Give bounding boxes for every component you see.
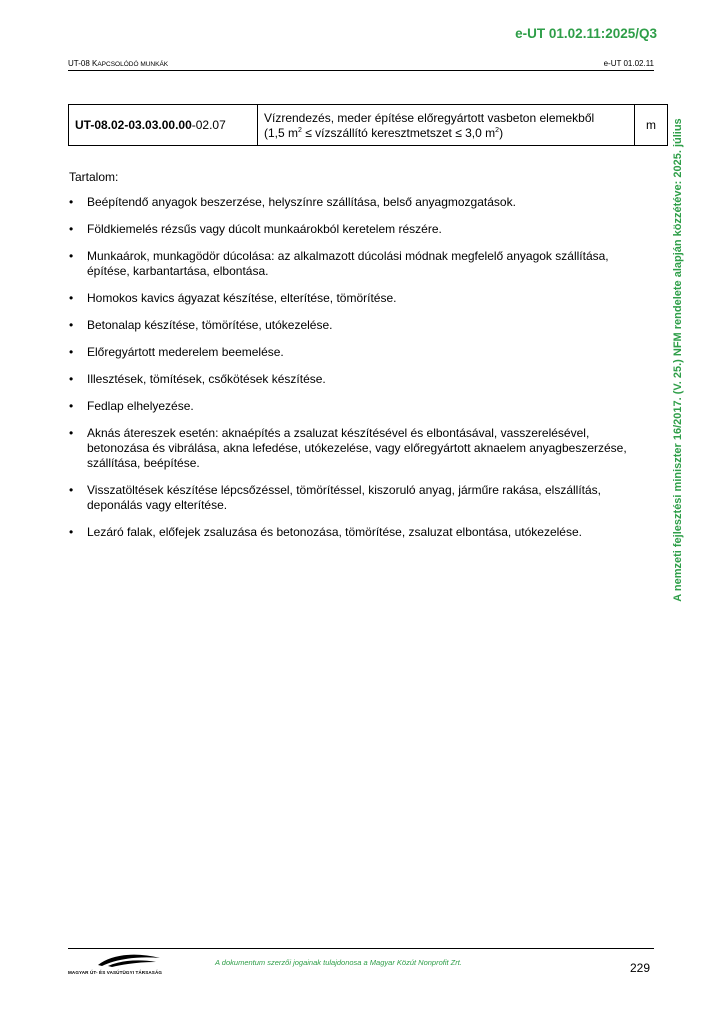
list-item bbox=[69, 291, 634, 306]
bullet-icon: • bbox=[69, 399, 74, 413]
desc-part-b: ≤ vízszállító keresztmetszet ≤ 3,0 m bbox=[301, 126, 496, 140]
list-item bbox=[69, 399, 634, 414]
bullet-icon: • bbox=[69, 372, 74, 386]
list-item-text: Előregyártott mederelem beemelése. bbox=[87, 345, 284, 359]
list-item bbox=[69, 345, 634, 360]
list-item-text: Fedlap elhelyezése. bbox=[87, 399, 194, 413]
item-table bbox=[68, 104, 668, 146]
list-item-text: Aknás átereszek esetén: aknaépítés a zsaluzat készítésével és elbontásával, vasszerelésével, betonozása és vibrálása, akna lefedése, utókezelése, vagy előregyártott aknaelem anyagbeszerzése, szállítása, beépítése. bbox=[87, 426, 627, 470]
list-item bbox=[69, 195, 634, 210]
list-item bbox=[69, 372, 634, 387]
list-item-text: Lezáró falak, előfejek zsaluzása és betonozása, tömörítése, zsaluzat elbontása, utókezelése. bbox=[87, 525, 582, 539]
list-item-text: Beépítendő anyagok beszerzése, helyszínre szállítása, belső anyagmozgatások. bbox=[87, 195, 516, 209]
item-code-suffix: -02.07 bbox=[191, 118, 226, 132]
document-code: e-UT 01.02.11:2025/Q3 bbox=[515, 26, 657, 41]
section-title-start: UT-08 K bbox=[68, 59, 98, 68]
copyright-notice: A dokumentum szerzői jogainak tulajdonosa a Magyar Közút Nonprofit Zrt. bbox=[215, 958, 462, 967]
bullet-icon: • bbox=[69, 222, 74, 236]
list-item-text: Betonalap készítése, tömörítése, utókezelése. bbox=[87, 318, 333, 332]
list-item bbox=[69, 426, 634, 471]
list-item-text: Homokos kavics ágyazat készítése, elterítése, tömörítése. bbox=[87, 291, 397, 305]
list-item bbox=[69, 222, 634, 237]
section-title-rest: APCSOLÓDÓ MUNKÁK bbox=[97, 61, 169, 68]
desc-part-a: (1,5 m bbox=[264, 126, 299, 140]
list-item bbox=[69, 483, 634, 513]
bullet-icon: • bbox=[69, 345, 74, 359]
bullet-icon: • bbox=[69, 195, 74, 209]
header-doc-ref: e-UT 01.02.11 bbox=[603, 59, 654, 68]
running-header bbox=[68, 59, 654, 71]
footer-divider bbox=[68, 948, 654, 949]
content-heading: Tartalom: bbox=[69, 170, 119, 184]
item-description-line2 bbox=[264, 126, 628, 141]
section-title bbox=[68, 59, 168, 68]
list-item bbox=[69, 525, 634, 540]
bullet-icon: • bbox=[69, 291, 74, 305]
desc-sup-2: 2 bbox=[495, 127, 500, 134]
list-item-text: Visszatöltések készítése lépcsőzéssel, tömörítéssel, kiszoruló anyag, járműre rakása, elszállítás, deponálás vagy elterítése. bbox=[87, 483, 601, 512]
bullet-icon: • bbox=[69, 249, 74, 263]
desc-sup-1: 2 bbox=[298, 127, 302, 134]
item-description-cell bbox=[258, 105, 635, 146]
society-logo bbox=[68, 953, 163, 975]
bullet-icon: • bbox=[69, 483, 74, 497]
logo-swoosh-icon bbox=[98, 953, 160, 967]
item-code-cell bbox=[69, 105, 258, 146]
list-item bbox=[69, 249, 634, 279]
bullet-icon: • bbox=[69, 525, 74, 539]
item-row bbox=[69, 105, 668, 146]
item-code-main: UT-08.02-03.03.00.00 bbox=[75, 118, 192, 132]
list-item-text: Földkiemelés rézsűs vagy dúcolt munkaárokból keretelem részére. bbox=[87, 222, 442, 236]
list-item-text: Illesztések, tömítések, csőkötések készítése. bbox=[87, 372, 326, 386]
item-description-line1: Vízrendezés, meder építése előregyártott vasbeton elemekből bbox=[264, 111, 595, 125]
page-number: 229 bbox=[630, 961, 651, 975]
content-list bbox=[69, 195, 634, 552]
publication-note: A nemzeti fejlesztési miniszter 16/2017. (V. 25.) NFM rendelete alapján közzétéve: 2025. július bbox=[672, 118, 684, 602]
item-unit-cell: m bbox=[635, 105, 668, 146]
bullet-icon: • bbox=[69, 318, 74, 332]
desc-part-c: ) bbox=[499, 126, 504, 140]
bullet-icon: • bbox=[69, 426, 74, 440]
list-item-text: Munkaárok, munkagödör dúcolása: az alkalmazott dúcolási módnak megfelelő anyagok szállítása, építése, karbantartása, elbontása. bbox=[87, 249, 609, 278]
logo-text: MAGYAR ÚT- ÉS VASÚTÜGYI TÁRSASÁG bbox=[68, 970, 163, 975]
list-item bbox=[69, 318, 634, 333]
